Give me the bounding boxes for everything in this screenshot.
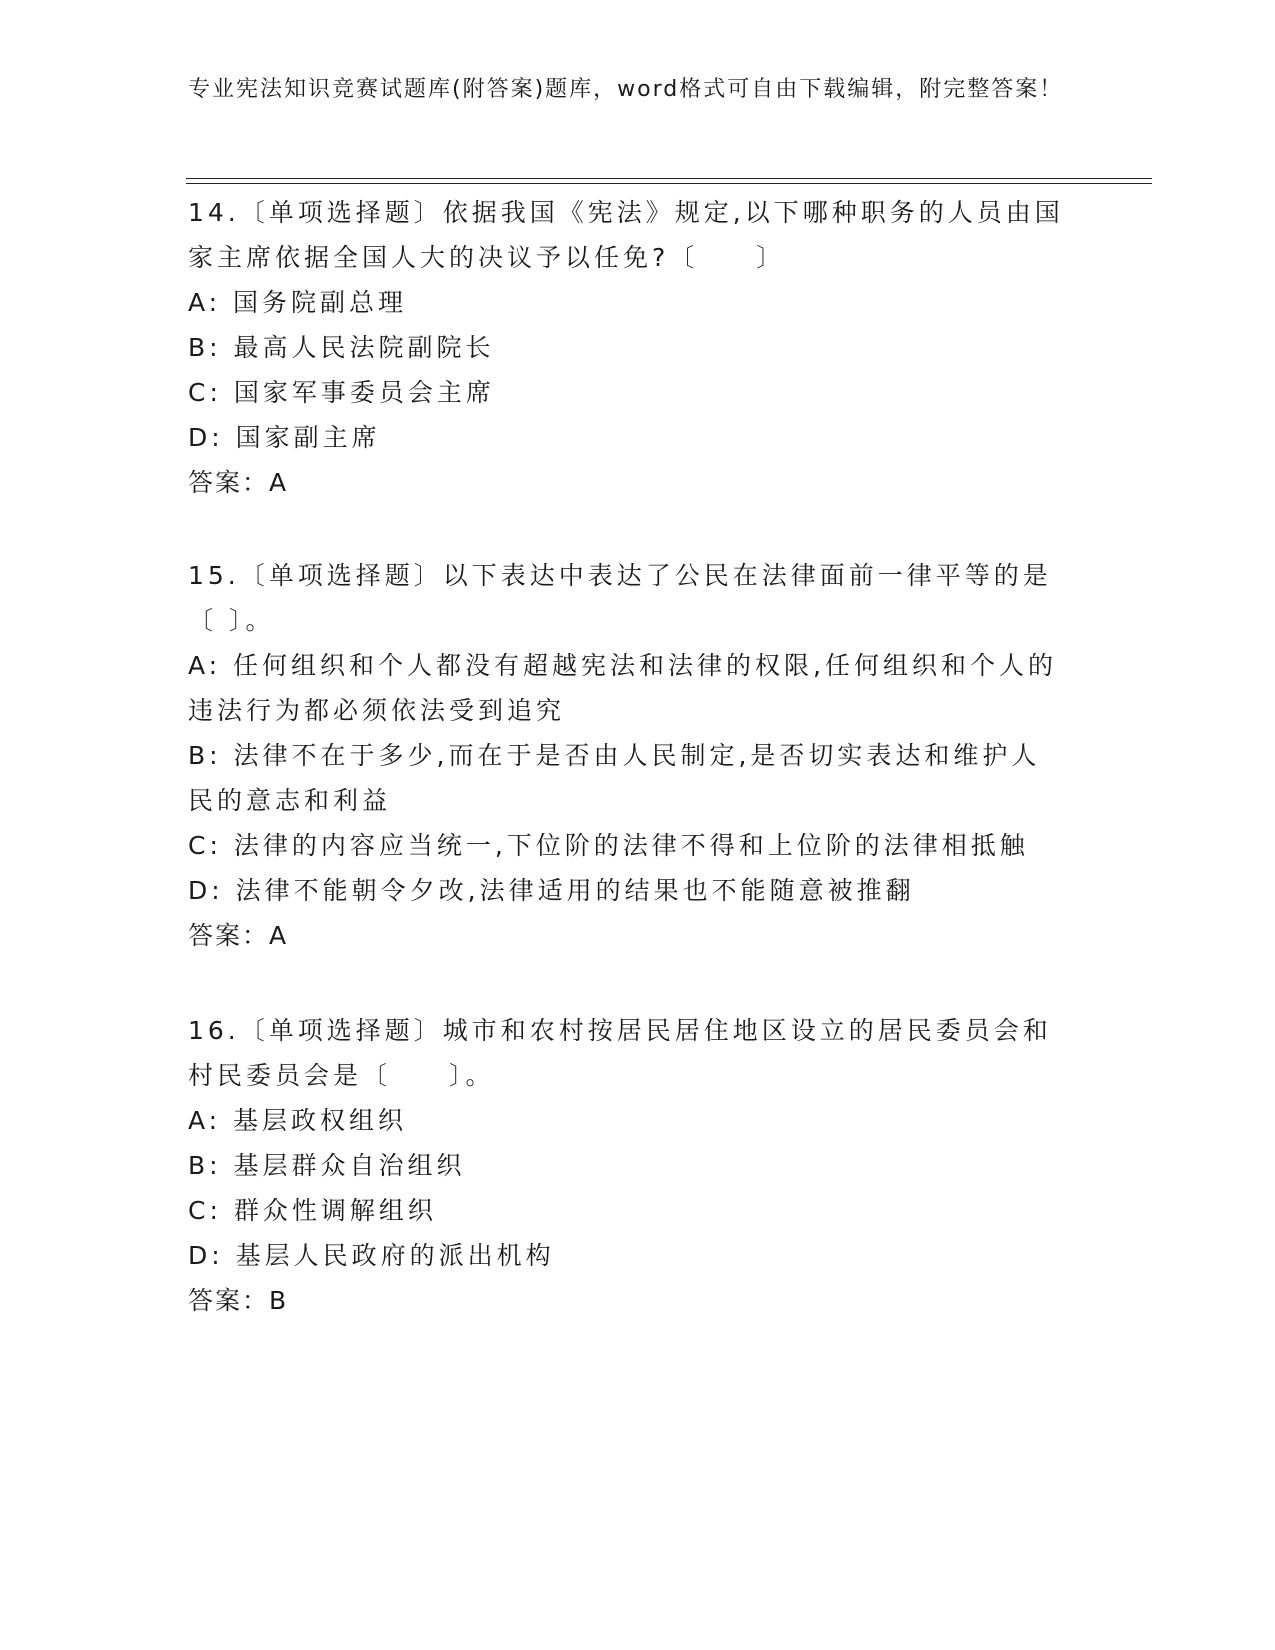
question-14 <box>188 190 1068 505</box>
option-a: A: 基层政权组织 <box>188 1106 408 1135</box>
option-a: A: 任何组织和个人都没有超越宪法和法律的权限,任何组织和个人的违法行为都必须依法受到追究 <box>188 651 1057 725</box>
answer-line: 答案：A <box>188 468 289 497</box>
option-b: B: 基层群众自治组织 <box>188 1151 466 1180</box>
option-a: A: 国务院副总理 <box>188 288 408 317</box>
document-header: 专业宪法知识竞赛试题库(附答案)题库，word格式可自由下载编辑，附完整答案！ <box>188 77 1064 102</box>
question-15 <box>188 553 1068 958</box>
answer-line: 答案：B <box>188 1286 289 1315</box>
question-16 <box>188 1008 1068 1323</box>
header-divider-bottom <box>186 183 1152 184</box>
option-d: D: 国家副主席 <box>188 423 381 452</box>
answer-line: 答案：A <box>188 921 289 950</box>
option-d: D: 基层人民政府的派出机构 <box>188 1241 555 1270</box>
question-stem: 15.〔单项选择题〕以下表达中表达了公民在法律面前一律平等的是〔 〕。 <box>188 561 1052 635</box>
option-c: C: 法律的内容应当统一,下位阶的法律不得和上位阶的法律相抵触 <box>188 831 1029 860</box>
option-d: D: 法律不能朝令夕改,法律适用的结果也不能随意被推翻 <box>188 876 915 905</box>
option-c: C: 国家军事委员会主席 <box>188 378 495 407</box>
option-b: B: 法律不在于多少,而在于是否由人民制定,是否切实表达和维护人民的意志和利益 <box>188 741 1041 815</box>
header-divider-top <box>186 178 1152 179</box>
question-stem: 14.〔单项选择题〕依据我国《宪法》规定,以下哪种职务的人员由国家主席依据全国人大的决议予以任免?〔 〕 <box>188 198 1064 272</box>
option-b: B: 最高人民法院副院长 <box>188 333 495 362</box>
option-c: C: 群众性调解组织 <box>188 1196 437 1225</box>
question-stem: 16.〔单项选择题〕城市和农村按居民居住地区设立的居民委员会和村民委员会是〔 〕。 <box>188 1016 1052 1090</box>
